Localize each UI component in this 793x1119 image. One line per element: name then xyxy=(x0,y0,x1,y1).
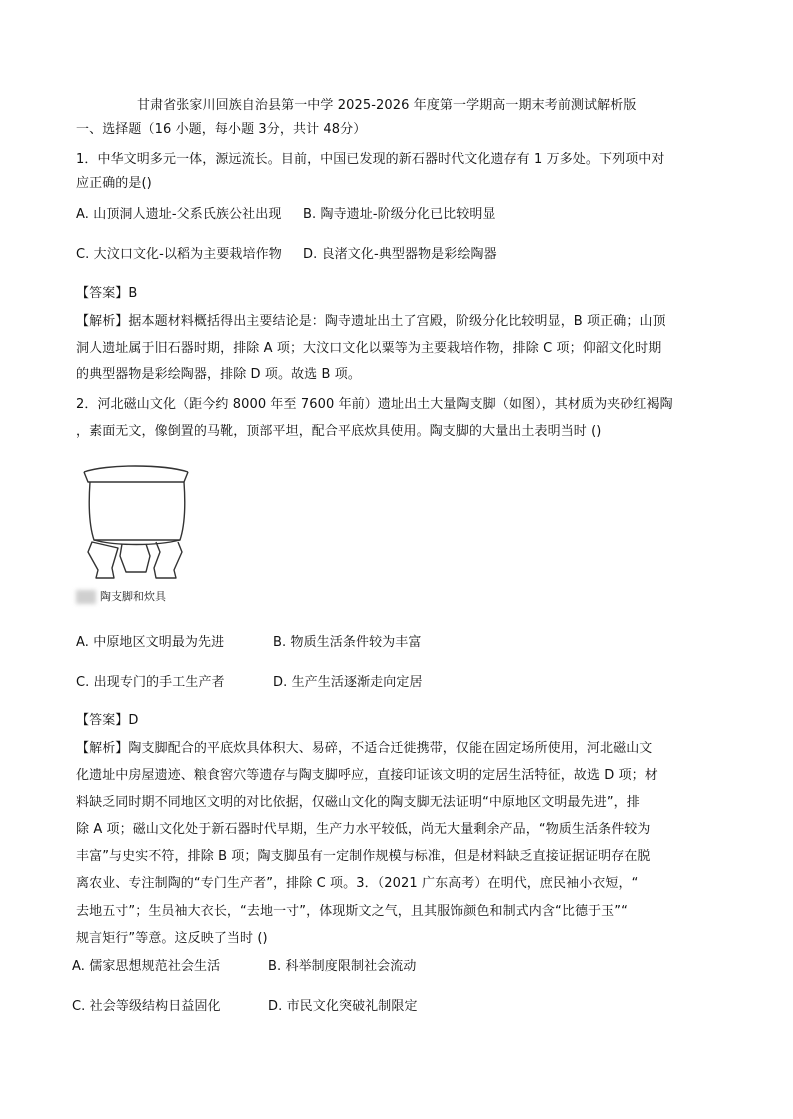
q2-answer: 【答案】D xyxy=(76,713,139,728)
pottery-support-figure xyxy=(76,460,194,610)
q1-answer: 【答案】B xyxy=(76,286,138,301)
q1-stem-line1: 1．中华文明多元一体，源远流长。目前，中国已发现的新石器时代文化遗存有 1 万多处。下列项中对 xyxy=(76,152,665,167)
document-title: 甘肃省张家川回族自治县第一中学 2025-2026 年度第一学期高一期末考前测试解析版 xyxy=(137,98,637,113)
section-heading: 一、选择题（16 小题，每小题 3分，共计 48分） xyxy=(76,122,367,137)
q2-analysis-line5: 丰富”与史实不符，排除 B 项；陶支脚虽有一定制作规模与标准，但是材料缺乏直接证据证明存在脱 xyxy=(76,849,651,864)
caption-marker xyxy=(76,590,96,604)
q1-analysis-line3: 的典型器物是彩绘陶器，排除 D 项。故选 B 项。 xyxy=(76,367,361,382)
q2-analysis-line2: 化遗址中房屋遗迹、粮食窖穴等遗存与陶支脚呼应，直接印证该文明的定居生活特征，故选 D 项；材 xyxy=(76,768,658,783)
q3-stem-line1: 去地五寸”；生员袖大衣长，“去地一寸”，体现斯文之气，且其服饰颜色和制式内含“比德于玉”“ xyxy=(76,904,628,919)
q2-option-a: A. 中原地区文明最为先进 xyxy=(76,635,225,650)
q2-analysis-line4: 除 A 项；磁山文化处于新石器时代早期，生产力水平较低，尚无大量剩余产品，“物质生活条件较为 xyxy=(76,822,651,837)
q2-stem-line2: ，素面无文，像倒置的马靴，顶部平坦，配合平底炊具使用。陶支脚的大量出土表明当时 () xyxy=(76,424,602,439)
q3-option-b: B. 科举制度限制社会流动 xyxy=(268,959,417,974)
q1-option-a: A. 山顶洞人遗址-父系氏族公社出现 xyxy=(76,207,282,222)
figure-caption: 陶支脚和炊具 xyxy=(100,590,166,603)
q2-analysis-line1: 【解析】陶支脚配合的平底炊具体积大、易碎，不适合迁徙携带，仅能在固定场所使用，河北磁山文 xyxy=(76,741,653,756)
q2-stem-line1: 2．河北磁山文化（距今约 8000 年至 7600 年前）遗址出土大量陶支脚（如图），其材质为夹砂红褐陶 xyxy=(76,397,673,412)
q3-option-d: D. 市民文化突破礼制限定 xyxy=(268,999,418,1014)
q3-option-a: A. 儒家思想规范社会生活 xyxy=(72,959,221,974)
q1-stem-line2: 应正确的是() xyxy=(76,176,152,191)
q1-option-b: B. 陶寺遗址-阶级分化已比较明显 xyxy=(303,207,496,222)
q1-analysis-line1: 【解析】据本题材料概括得出主要结论是：陶寺遗址出土了宫殿，阶级分化比较明显，B 项正确；山顶 xyxy=(76,314,666,329)
q2-option-d: D. 生产生活逐渐走向定居 xyxy=(273,675,423,690)
q1-analysis-line2: 洞人遗址属于旧石器时期，排除 A 项；大汶口文化以粟等为主要栽培作物，排除 C 项；仰韶文化时期 xyxy=(76,341,662,356)
q1-option-c: C. 大汶口文化-以稻为主要栽培作物 xyxy=(76,247,282,262)
q1-option-d: D. 良渚文化-典型器物是彩绘陶器 xyxy=(303,247,497,262)
q2-option-b: B. 物质生活条件较为丰富 xyxy=(273,635,422,650)
q3-stem-line2: 规言矩行”等意。这反映了当时 () xyxy=(76,931,268,946)
q2-option-c: C. 出现专门的手工生产者 xyxy=(76,675,225,690)
q2-analysis-line3: 料缺乏同时期不同地区文明的对比依据，仅磁山文化的陶支脚无法证明“中原地区文明最先进”，排 xyxy=(76,795,640,810)
q2-analysis-line6: 离农业、专注制陶的“专门生产者”，排除 C 项。3．（2021 广东高考）在明代，庶民袖小衣短，“ xyxy=(76,876,639,891)
q3-option-c: C. 社会等级结构日益固化 xyxy=(72,999,221,1014)
